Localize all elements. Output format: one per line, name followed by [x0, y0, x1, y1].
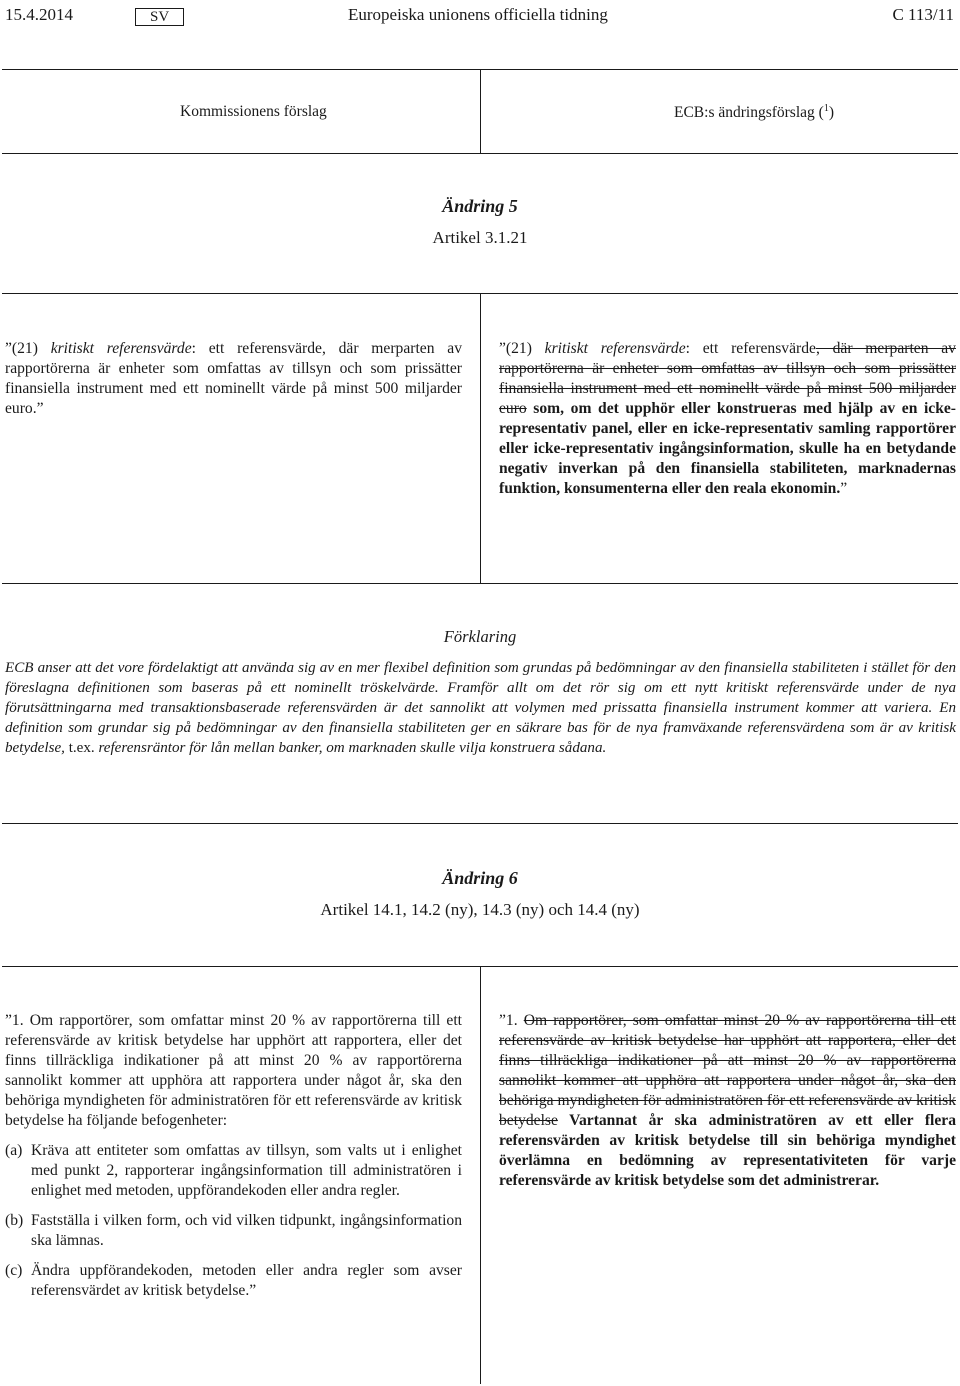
deleted-text: , där merparten av rapportörerna är enheter som omfattas av tillsyn och som prissätter finansiella instrument med ett nominellt värde på minst 500 miljarder euro	[499, 340, 956, 417]
deleted-text: Om rapportörer, som omfattar minst 20 % av rapportörerna till ett referensvärde av kritisk betydelse har upphört att rapportera, eller det finns tillräckliga indikationer på att minst 20 % av rapportörerna sannolikt kommer att upphöra att rapportera under något år, ska den behöriga myndigheten för administratören för ett referensvärde av kritisk betydelse	[499, 1012, 957, 1129]
column-divider-header	[480, 69, 481, 153]
amendment-5-divider	[480, 293, 481, 583]
amendment-6-divider	[480, 966, 481, 1384]
explanation-bottom-rule	[2, 823, 958, 824]
amendment-6-article: Artikel 14.1, 14.2 (ny), 14.3 (ny) och 14.4 (ny)	[320, 900, 640, 919]
table-header-rule	[2, 153, 958, 154]
added-text: Vartannat år ska administratören av ett eller flera referensvärden av kritisk betydelse till sin behöriga myndighet överlämna en bedömning av representativiteten för varje referensvärde av kritisk betydelse som det administrerar.	[499, 1112, 956, 1189]
defined-term: kritiskt referensvärde	[50, 340, 192, 357]
amendment-6-title: Ändring 6	[442, 868, 518, 888]
amendment-5-bottom-rule	[2, 583, 958, 584]
paragraph-1: ”1. Om rapportörer, som omfattar minst 20 % av rapportörerna till ett referensvärde av kritisk betydelse har upphört att rapportera, eller det finns tillräckliga indikationer på att minst 20 % av rapportörerna sannolikt kommer att upphöra att rapportera under något år, ska den behöriga myndigheten för administratören för ett referensvärde av kritisk betydelse ha följande befogenheter:	[5, 1012, 462, 1129]
list-item: (a) Kräva att entiteter som omfattas av tillsyn, som valts ut i enlighet med punkt 2, rapporterar ingångsinformation till administratören i enlighet med metoden, uppförandekoden eller andra regler.	[5, 1142, 462, 1199]
list-item: (b) Fastställa i vilken form, och vid vilken tidpunkt, ingångsinformation ska lämnas.	[5, 1212, 462, 1249]
language-code: SV	[135, 8, 184, 26]
amendment-5-commission-text: ”(21) kritiskt referensvärde: ett referensvärde, där merparten av rapportörerna är enheter som omfattas av tillsyn och som prissätter finansiella instrument med ett nominellt värde på minst 500 miljarder euro.”	[5, 340, 462, 417]
defined-term: kritiskt referensvärde	[544, 340, 686, 357]
amendment-5-ecb-text: ”(21) kritiskt referensvärde: ett referensvärde, där merparten av rapportörerna är enheter som omfattas av tillsyn och som prissätter finansiella instrument med ett nominellt värde på minst 500 miljarder euro som, om det upphör eller konstrueras med hjälp av en icke-representativ panel, eller en icke-representativ samling rapportörer eller icke-representativ ingångsinformation, skulle ha en betydande negativ inverkan på den finansiella stabiliteten, marknadernas funktion, konsumenterna eller den reala ekonomin.”	[499, 340, 956, 497]
header-date: 15.4.2014	[5, 5, 73, 24]
footnote-ref: 1	[823, 103, 829, 114]
amendment-6-commission-text	[5, 1011, 462, 1301]
column-head-ecb: ECB:s ändringsförslag ($^1$)	[674, 103, 834, 122]
added-text: som, om det upphör eller konstrueras med hjälp av en icke-representativ panel, eller en icke-representativ samling rapportörer eller icke-representativ ingångsinformation, skulle ha en betydande negativ inverkan på den finansiella stabiliteten, marknadernas funktion, konsumenterna eller den reala ekonomin.	[499, 400, 956, 497]
journal-title: Europeiska unionens officiella tidning	[348, 5, 608, 24]
issue-number: C 113/11	[892, 5, 954, 24]
explanation-text: ECB anser att det vore fördelaktigt att använda sig av en mer flexibel definition som grundas på bedömningar av den finansiella stabiliteten i stället för den föreslagna definitionen som baseras på ett nominellt tröskelvärde. Framför allt om det rör sig om ett nytt kritiskt referensvärde under de nya förutsättningarna med transaktionsbaserade referensvärden är det sannolikt att volymen med prissatta finansiella instrument kommer att variera. En definition som grundar sig på bedömningar av den finansiella stabiliteten ger en säkrare bas för de nya framväxande referensvärdena som är av kritisk betydelse, t.ex. referensräntor för lån mellan banker, om marknaden skulle vilja konstruera sådana.	[5, 660, 956, 756]
amendment-5-article: Artikel 3.1.21	[432, 228, 528, 247]
list-item: (c) Ändra uppförandekoden, metoden eller andra regler som avser referensvärdet av kritisk betydelse.”	[5, 1262, 462, 1299]
amendment-5-title: Ändring 5	[442, 196, 518, 216]
amendment-6-ecb-text: ”1. Om rapportörer, som omfattar minst 20 % av rapportörerna till ett referensvärde av kritisk betydelse har upphört att rapportera, eller det finns tillräckliga indikationer på att minst 20 % av rapportörerna sannolikt kommer att upphöra att rapportera under något år, ska den behöriga myndigheten för administratören för ett referensvärde av kritisk betydelse Vartannat år ska administratören av ett eller flera referensvärden av kritisk betydelse till sin behöriga myndighet överlämna en bedömning av representativiteten för varje referensvärde av kritisk betydelse som det administrerar.	[499, 1012, 957, 1189]
explanation-title: Förklaring	[443, 627, 517, 646]
column-head-commission: Kommissionens förslag	[180, 103, 327, 120]
language-badge	[135, 5, 184, 27]
